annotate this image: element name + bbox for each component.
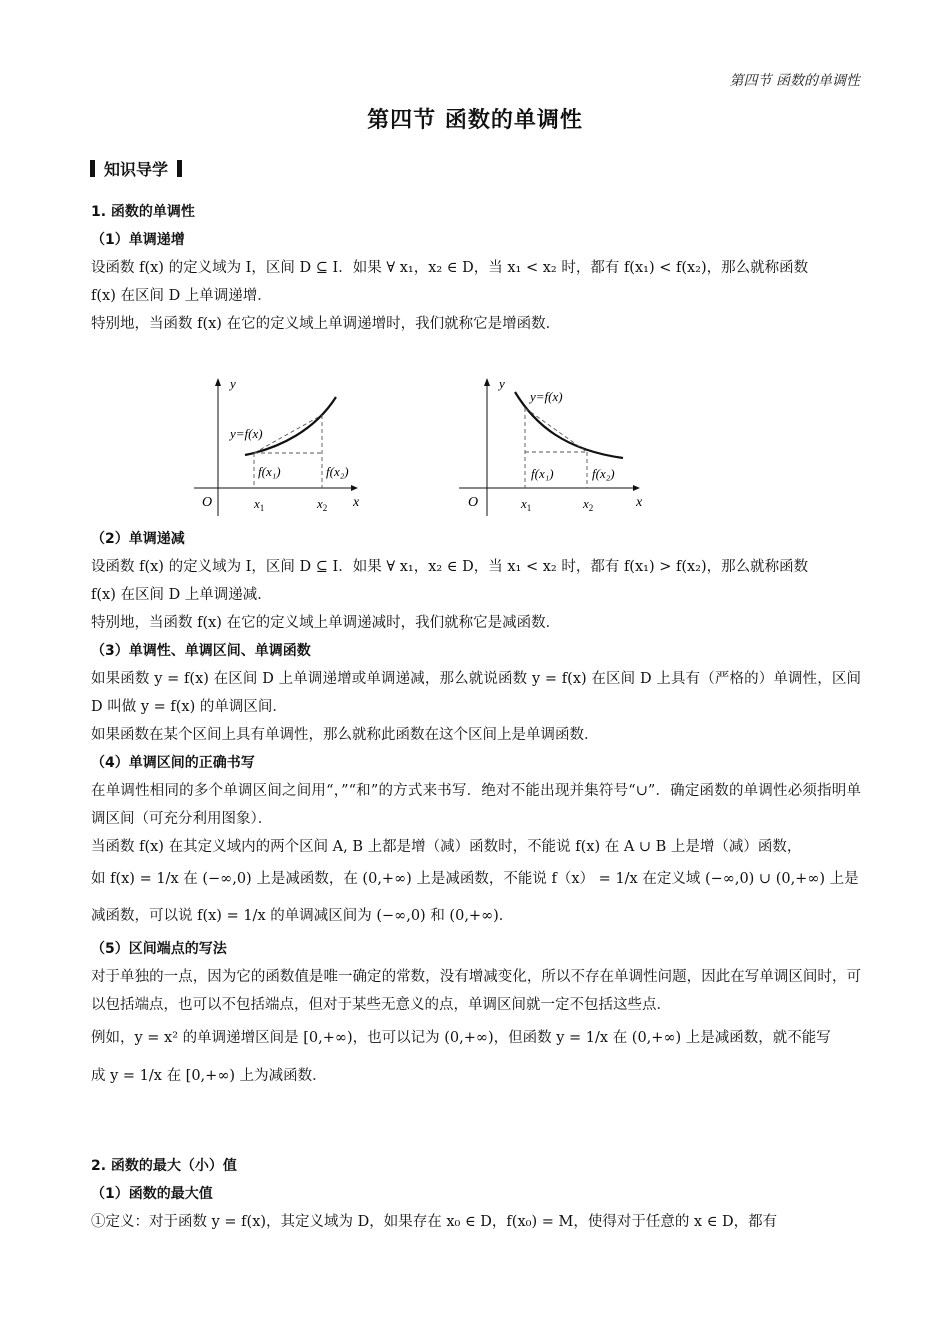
increasing-note: 特别地，当函数 f(x) 在它的定义域上单调递增时，我们就称它是增函数． [91,316,561,332]
section-1-heading: 1. 函数的单调性 [91,204,195,220]
increasing-heading: （1）单调递增 [91,232,185,248]
monotonic-heading: （3）单调性、单调区间、单调函数 [91,643,311,659]
running-header: 第四节 函数的单调性 [729,73,860,89]
monotonic-definition: 如果函数 y = f(x) 在区间 D 上单调递增或单调递减，那么就说函数 y = f(x) 在区间 D 上具有（严格的）单调性，区间 D 叫做 y = f(x) 的单调区间． [91,671,861,715]
interval-writing-rule: 在单调性相同的多个单调区间之间用“，”“和”的方式来书写．绝对不能出现并集符号“∪”．确定函数的单调性必须指明单调区间（可充分利用图象）． [91,783,861,827]
y-axis-label: y [499,376,505,391]
secant-line [525,408,587,452]
x2-label: $x_2$ [583,496,594,513]
decreasing-definition-cont: f(x) 在区间 D 上单调递减． [91,587,272,603]
endpoint-example: 例如，y = x² 的单调递增区间是 [0,+∞)，也可以记为 (0,+∞)，但函数 y = 1/x 在 (0,+∞) 上是减函数，就不能写 [91,1030,831,1046]
fx1-label: f(x₁) [258,464,281,479]
decreasing-heading: （2）单调递减 [91,531,185,547]
page-title: 第四节 函数的单调性 [367,108,583,133]
section-2 [91,1152,861,1236]
x-axis-arrow-icon [351,485,358,491]
increasing-definition-cont: f(x) 在区间 D 上单调递增． [91,288,272,304]
left-bar-icon [90,160,95,177]
interval-writing-heading: （4）单调区间的正确书写 [91,755,255,771]
section-1-cont [91,525,861,1095]
fx2-label: f(x₂) [592,466,615,481]
x-axis-label: x [353,495,360,510]
x1-label: $x_1$ [521,496,532,513]
endpoint-rule: 对于单独的一点，因为它的函数值是唯一确定的常数，没有增减变化，所以不存在单调性问题，因此在写单调区间时，可以包括端点，也可以不包括端点，但对于某些无意义的点，单调区间就一定不包括这些点． [91,969,861,1013]
increasing-graph [190,370,370,520]
interval-example-cont: 减函数，可以说 f(x) = 1/x 的单调减区间为 (−∞,0) 和 (0,+∞)． [91,908,514,924]
section-tag-label: 知识导学 [104,160,169,179]
maximum-heading: （1）函数的最大值 [91,1186,213,1202]
right-bar-icon [177,160,182,177]
curve-label: y=f(x) [230,426,263,441]
x-axis-label: x [636,495,643,510]
fx1-label: f(x₁) [531,466,554,481]
x-axis-arrow-icon [633,485,640,491]
interval-union-note: 当函数 f(x) 在其定义域内的两个区间 A, B 上都是增（减）函数时，不能说 f(x) 在 A ∪ B 上是增（减）函数， [91,839,802,855]
section-2-heading: 2. 函数的最大（小）值 [91,1158,237,1174]
decreasing-definition: 设函数 f(x) 的定义域为 I，区间 D ⊆ I．如果 ∀ x₁，x₂ ∈ D，当 x₁ < x₂ 时，都有 f(x₁) > f(x₂)，那么就称函数 [91,559,809,575]
y-axis-label: y [230,376,236,391]
interval-example: 如 f(x) = 1/x 在 (−∞,0) 上是减函数，在 (0,+∞) 上是减函数，不能说 f（x） = 1/x 在定义域 (−∞,0) ∪ (0,+∞) 上是 [91,871,859,887]
endpoint-heading: （5）区间端点的写法 [91,941,227,957]
origin-label: O [202,495,213,510]
section-1 [91,198,861,338]
endpoint-example-cont: 成 y = 1/x 在 [0,+∞) 上为减函数． [91,1068,327,1084]
curve-label: y=f(x) [530,389,563,404]
increasing-definition: 设函数 f(x) 的定义域为 I，区间 D ⊆ I．如果 ∀ x₁，x₂ ∈ D，当 x₁ < x₂ 时，都有 f(x₁) < f(x₂)，那么就称函数 [91,260,809,276]
decreasing-graph [455,370,655,520]
monotonic-function-note: 如果函数在某个区间上具有单调性，那么就称此函数在这个区间上是单调函数． [91,727,599,743]
x2-label: $x_2$ [317,496,328,513]
maximum-definition: ①定义：对于函数 y = f(x)，其定义域为 D，如果存在 x₀ ∈ D，f(x₀) = M，使得对于任意的 x ∈ D，都有 [91,1214,778,1230]
section-tag [90,157,182,180]
y-axis-arrow-icon [484,378,490,386]
origin-label: O [468,495,479,510]
fx2-label: f(x₂) [326,464,349,479]
y-axis-arrow-icon [215,378,221,386]
decreasing-note: 特别地，当函数 f(x) 在它的定义域上单调递减时，我们就称它是减函数． [91,615,561,631]
x1-label: $x_1$ [254,496,265,513]
secant-line [254,415,322,453]
